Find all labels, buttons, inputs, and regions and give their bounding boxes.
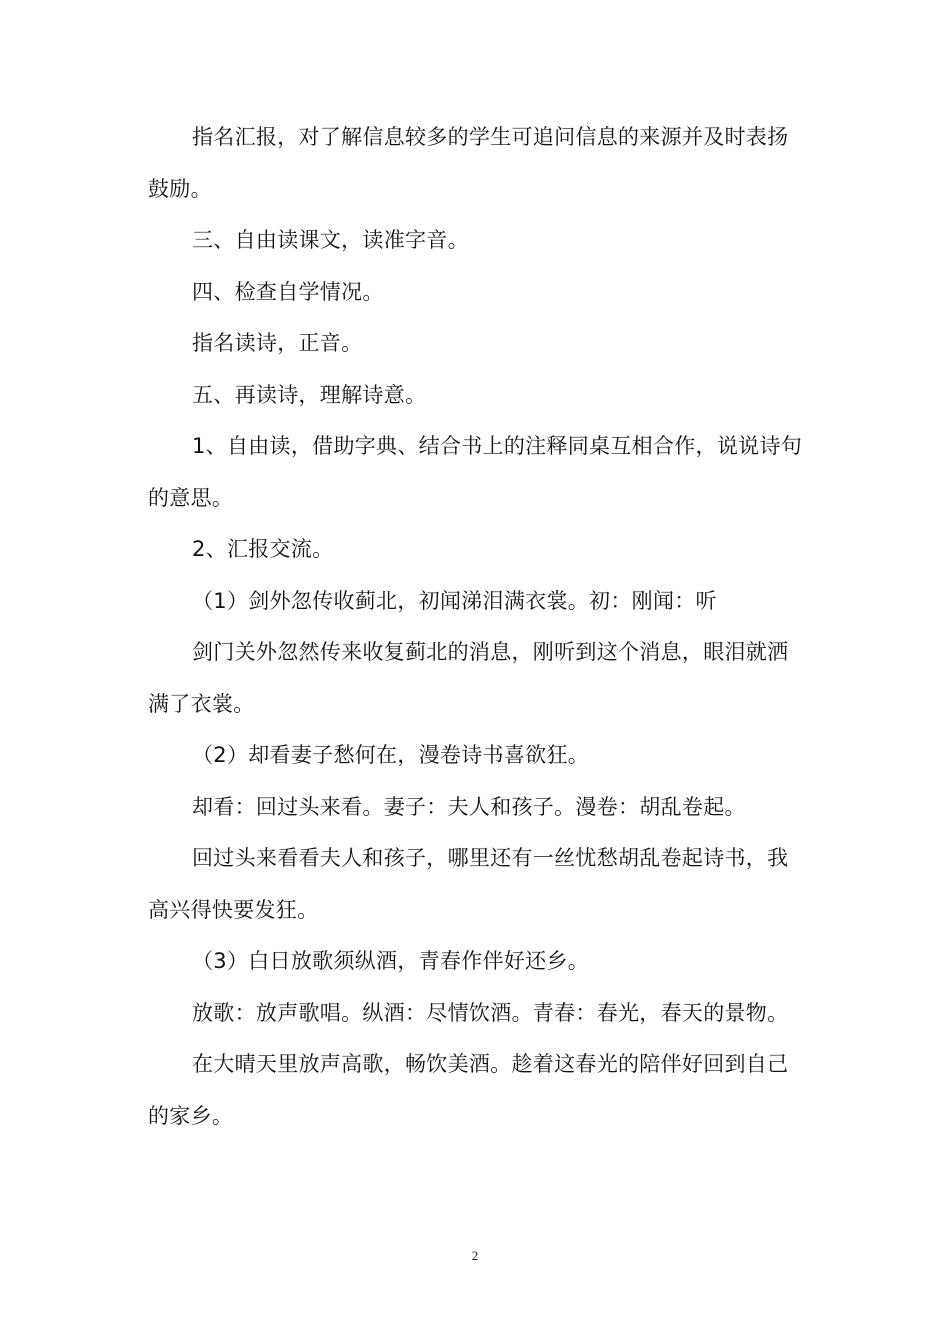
paragraph-step-four: 四、检查自学情况。 [192, 279, 384, 304]
paragraph-line-two-notes: 却看：回过头来看。妻子：夫人和孩子。漫卷：胡乱卷起。 [192, 794, 746, 819]
paragraph-line-two-meaning: 回过头来看看夫人和孩子，哪里还有一丝忧愁胡乱卷起诗书，我高兴得快要发狂。 [148, 846, 789, 922]
paragraph-free-reading: 1、自由读，借助字典、结合书上的注释同桌互相合作，说说诗句的意思。 [148, 434, 803, 510]
paragraph-step-five: 五、再读诗，理解诗意。 [192, 382, 427, 407]
paragraph-step-three: 三、自由读课文，读准字音。 [192, 228, 469, 252]
paragraph-line-two: （2）却看妻子愁何在，漫卷诗书喜欲狂。 [192, 743, 590, 767]
paragraph-line-three-notes: 放歌：放声歌唱。纵酒：尽情饮酒。青春：春光，春天的景物。 [192, 1000, 789, 1025]
paragraph-report: 指名汇报，对了解信息较多的学生可追问信息的来源并及时表扬鼓励。 [148, 125, 789, 201]
page-number: 2 [471, 1248, 479, 1263]
document-body [148, 112, 808, 1142]
paragraph-line-one: （1）剑外忽传收蓟北，初闻涕泪满衣裳。初：刚闻：听 [192, 588, 717, 613]
paragraph-line-three-meaning: 在大晴天里放声高歌，畅饮美酒。趁着这春光的陪伴好回到自己的家乡。 [148, 1052, 789, 1128]
paragraph-line-three: （3）白日放歌须纵酒，青春作伴好还乡。 [192, 949, 590, 973]
paragraph-line-one-meaning: 剑门关外忽然传来收复蓟北的消息，刚听到这个消息，眼泪就洒满了衣裳。 [148, 640, 789, 716]
paragraph-read-poem: 指名读诗，正音。 [192, 331, 363, 355]
paragraph-report-exchange: 2、汇报交流。 [192, 537, 334, 561]
